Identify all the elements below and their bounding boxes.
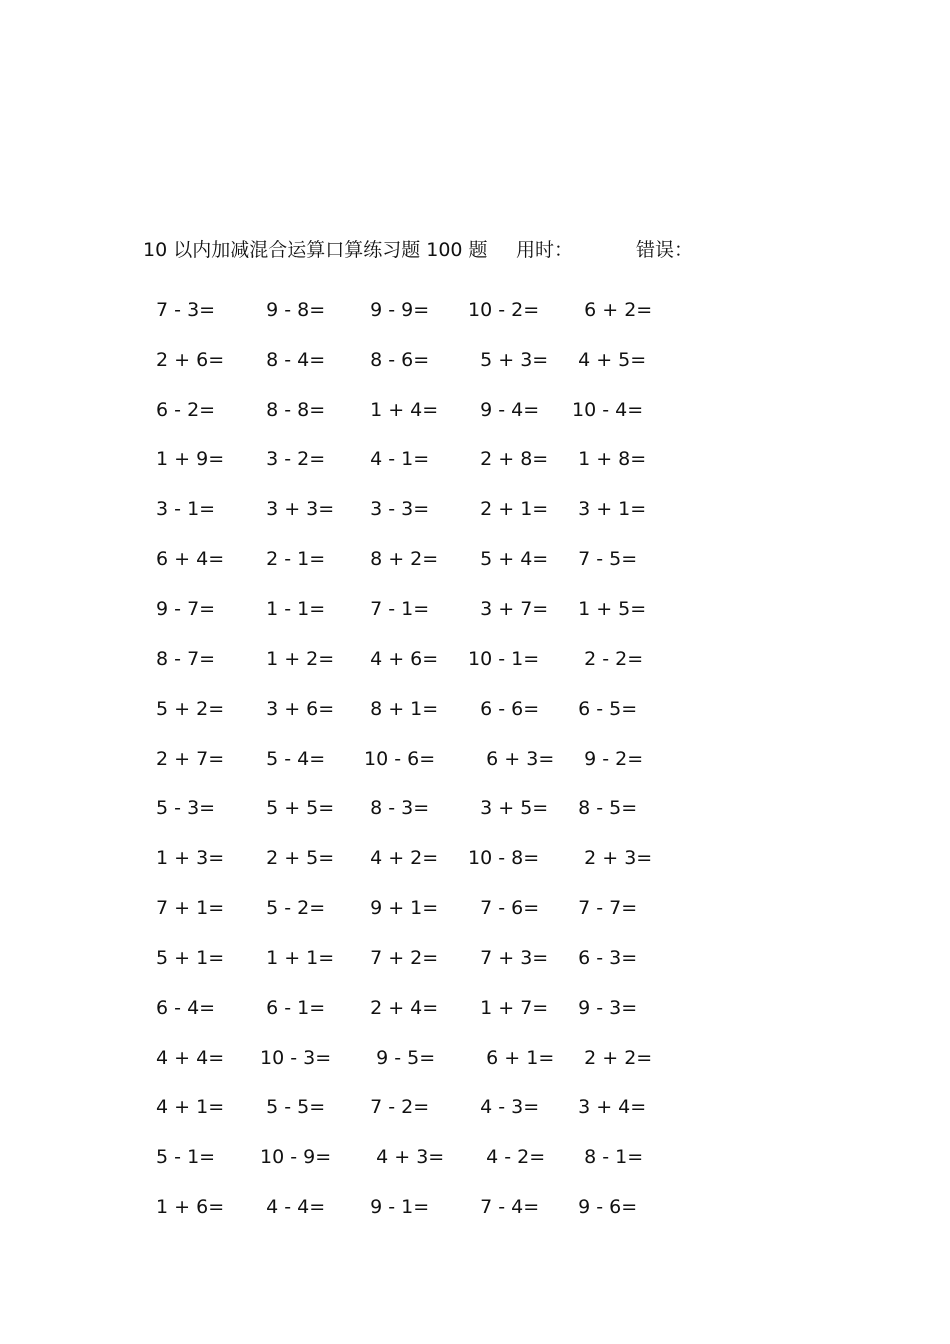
arithmetic-problem: 10 - 6=: [358, 747, 436, 770]
problem-row: [150, 584, 670, 634]
arithmetic-problem: 2 + 3=: [566, 847, 653, 870]
arithmetic-problem: 9 - 7=: [150, 597, 216, 620]
arithmetic-problem: 7 + 1=: [150, 897, 225, 920]
problem-row: [150, 933, 670, 983]
arithmetic-problem: 7 - 4=: [462, 1196, 540, 1219]
worksheet-title: 10 以内加减混合运算口算练习题 100 题: [143, 239, 488, 261]
arithmetic-problem: 1 + 2=: [254, 647, 335, 670]
problem-row: [150, 634, 670, 684]
arithmetic-problem: 3 + 4=: [566, 1096, 647, 1119]
arithmetic-problem: 1 + 9=: [150, 448, 225, 471]
arithmetic-problem: 7 - 5=: [566, 548, 638, 571]
arithmetic-problem: 6 + 2=: [566, 298, 653, 321]
problem-row: [150, 1182, 670, 1232]
arithmetic-problem: 7 - 7=: [566, 897, 638, 920]
arithmetic-problem: 4 - 2=: [462, 1146, 546, 1169]
problem-row: [150, 285, 670, 335]
arithmetic-problem: 5 + 3=: [462, 348, 549, 371]
arithmetic-problem: 2 + 7=: [150, 747, 225, 770]
arithmetic-problem: 7 - 6=: [462, 897, 540, 920]
arithmetic-problem: 4 + 6=: [358, 647, 439, 670]
arithmetic-problem: 5 - 4=: [254, 747, 326, 770]
arithmetic-problem: 2 + 4=: [358, 996, 439, 1019]
arithmetic-problem: 9 - 4=: [462, 398, 540, 421]
arithmetic-problem: 3 + 7=: [462, 597, 549, 620]
problem-row: [150, 833, 670, 883]
arithmetic-problem: 2 - 1=: [254, 548, 326, 571]
arithmetic-problem: 6 - 1=: [254, 996, 326, 1019]
arithmetic-problem: 6 + 4=: [150, 548, 225, 571]
arithmetic-problem: 8 - 4=: [254, 348, 326, 371]
arithmetic-problem: 5 + 5=: [254, 797, 335, 820]
arithmetic-problem: 7 - 1=: [358, 597, 430, 620]
problem-grid: [150, 285, 670, 1232]
arithmetic-problem: 9 - 9=: [358, 298, 430, 321]
arithmetic-problem: 5 - 1=: [150, 1146, 216, 1169]
arithmetic-problem: 8 - 6=: [358, 348, 430, 371]
arithmetic-problem: 6 - 4=: [150, 996, 216, 1019]
problem-row: [150, 435, 670, 485]
arithmetic-problem: 8 - 1=: [566, 1146, 644, 1169]
arithmetic-problem: 4 + 5=: [566, 348, 647, 371]
problem-row: [150, 1083, 670, 1133]
problem-row: [150, 1132, 670, 1182]
problem-row: [150, 385, 670, 435]
arithmetic-problem: 4 + 2=: [358, 847, 439, 870]
arithmetic-problem: 2 + 6=: [150, 348, 225, 371]
arithmetic-problem: 6 + 3=: [462, 747, 555, 770]
arithmetic-problem: 9 - 3=: [566, 996, 638, 1019]
arithmetic-problem: 8 - 8=: [254, 398, 326, 421]
problem-row: [150, 783, 670, 833]
arithmetic-problem: 6 - 5=: [566, 697, 638, 720]
arithmetic-problem: 4 - 1=: [358, 448, 430, 471]
arithmetic-problem: 3 + 6=: [254, 697, 335, 720]
arithmetic-problem: 4 + 1=: [150, 1096, 225, 1119]
arithmetic-problem: 5 - 2=: [254, 897, 326, 920]
arithmetic-problem: 9 - 5=: [358, 1046, 436, 1069]
arithmetic-problem: 1 + 1=: [254, 946, 335, 969]
arithmetic-problem: 3 - 2=: [254, 448, 326, 471]
arithmetic-problem: 8 + 1=: [358, 697, 439, 720]
arithmetic-problem: 5 - 3=: [150, 797, 216, 820]
arithmetic-problem: 6 + 1=: [462, 1046, 555, 1069]
arithmetic-problem: 8 - 5=: [566, 797, 638, 820]
problem-row: [150, 883, 670, 933]
arithmetic-problem: 10 - 9=: [254, 1146, 332, 1169]
arithmetic-problem: 1 + 7=: [462, 996, 549, 1019]
arithmetic-problem: 3 - 1=: [150, 498, 216, 521]
arithmetic-problem: 9 - 8=: [254, 298, 326, 321]
arithmetic-problem: 2 + 2=: [566, 1046, 653, 1069]
arithmetic-problem: 3 + 3=: [254, 498, 335, 521]
arithmetic-problem: 5 + 2=: [150, 697, 225, 720]
problem-row: [150, 1033, 670, 1083]
arithmetic-problem: 6 - 6=: [462, 697, 540, 720]
problem-row: [150, 484, 670, 534]
arithmetic-problem: 10 - 8=: [462, 847, 540, 870]
arithmetic-problem: 3 + 1=: [566, 498, 647, 521]
arithmetic-problem: 8 + 2=: [358, 548, 439, 571]
problem-row: [150, 684, 670, 734]
problem-row: [150, 734, 670, 784]
arithmetic-problem: 1 + 3=: [150, 847, 225, 870]
arithmetic-problem: 5 - 5=: [254, 1096, 326, 1119]
arithmetic-problem: 9 - 6=: [566, 1196, 638, 1219]
arithmetic-problem: 7 - 3=: [150, 298, 216, 321]
arithmetic-problem: 1 - 1=: [254, 597, 326, 620]
errors-label: 错误：: [636, 239, 694, 261]
arithmetic-problem: 7 + 2=: [358, 946, 439, 969]
arithmetic-problem: 1 + 4=: [358, 398, 439, 421]
arithmetic-problem: 7 - 2=: [358, 1096, 430, 1119]
arithmetic-problem: 3 + 5=: [462, 797, 549, 820]
arithmetic-problem: 9 - 1=: [358, 1196, 430, 1219]
problem-row: [150, 335, 670, 385]
arithmetic-problem: 7 + 3=: [462, 946, 549, 969]
arithmetic-problem: 2 + 5=: [254, 847, 335, 870]
arithmetic-problem: 8 - 3=: [358, 797, 430, 820]
arithmetic-problem: 5 + 4=: [462, 548, 549, 571]
arithmetic-problem: 6 - 2=: [150, 398, 216, 421]
arithmetic-problem: 1 + 5=: [566, 597, 647, 620]
arithmetic-problem: 4 - 4=: [254, 1196, 326, 1219]
arithmetic-problem: 8 - 7=: [150, 647, 216, 670]
arithmetic-problem: 9 - 2=: [566, 747, 644, 770]
arithmetic-problem: 1 + 6=: [150, 1196, 225, 1219]
arithmetic-problem: 4 - 3=: [462, 1096, 540, 1119]
arithmetic-problem: 2 + 8=: [462, 448, 549, 471]
arithmetic-problem: 5 + 1=: [150, 946, 225, 969]
arithmetic-problem: 4 + 4=: [150, 1046, 225, 1069]
arithmetic-problem: 6 - 3=: [566, 946, 638, 969]
arithmetic-problem: 9 + 1=: [358, 897, 439, 920]
problem-row: [150, 983, 670, 1033]
arithmetic-problem: 10 - 4=: [566, 398, 644, 421]
arithmetic-problem: 2 - 2=: [566, 647, 644, 670]
arithmetic-problem: 4 + 3=: [358, 1146, 445, 1169]
problem-row: [150, 534, 670, 584]
arithmetic-problem: 1 + 8=: [566, 448, 647, 471]
time-used-label: 用时：: [516, 239, 574, 261]
arithmetic-problem: 10 - 1=: [462, 647, 540, 670]
worksheet-header: [143, 236, 743, 264]
arithmetic-problem: 10 - 2=: [462, 298, 540, 321]
arithmetic-problem: 10 - 3=: [254, 1046, 332, 1069]
arithmetic-problem: 2 + 1=: [462, 498, 549, 521]
arithmetic-problem: 3 - 3=: [358, 498, 430, 521]
